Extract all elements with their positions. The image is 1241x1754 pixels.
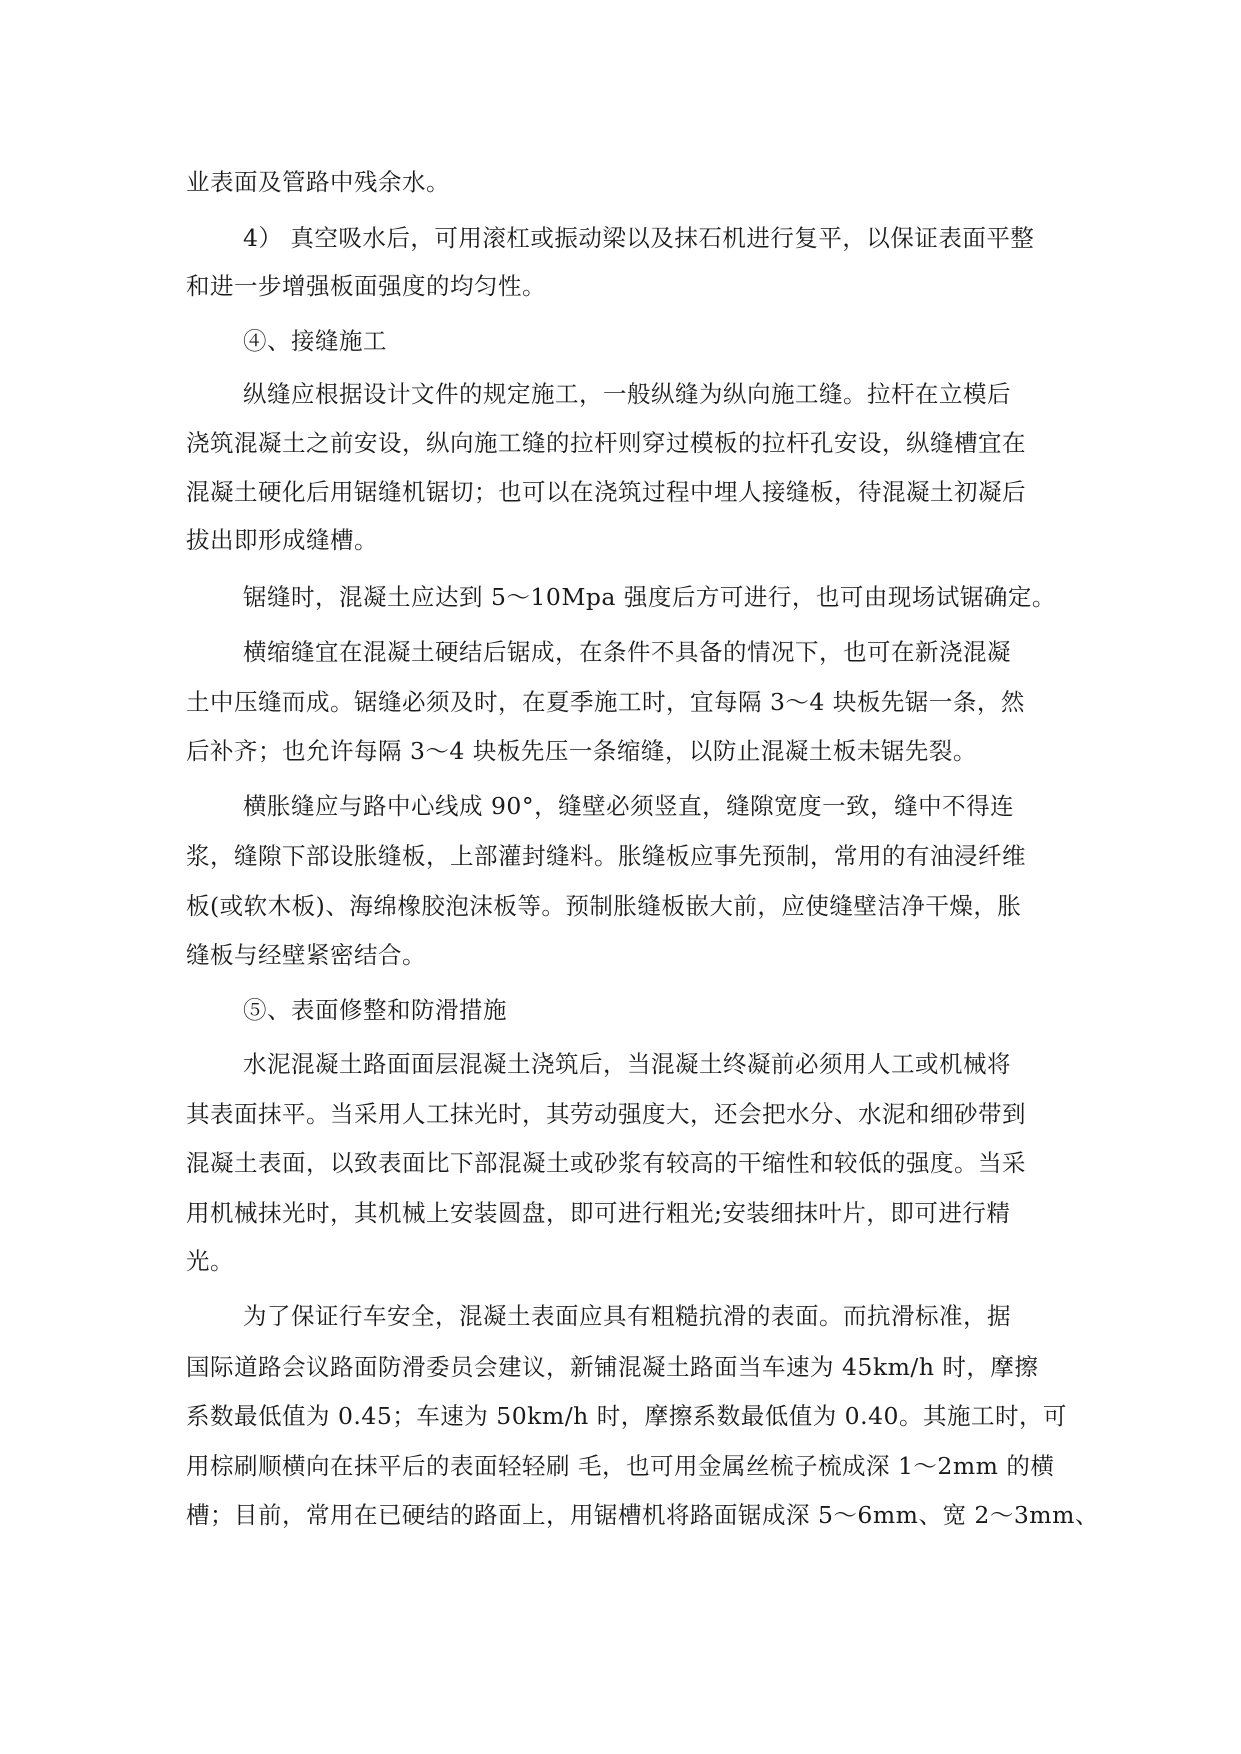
text-line: 缝板与经壁紧密结合。 <box>186 941 426 969</box>
text-line: 和进一步增强板面强度的均匀性。 <box>186 272 546 300</box>
text-line: 纵缝应根据设计文件的规定施工，一般纵缝为纵向施工缝。拉杆在立模后 <box>243 380 1011 408</box>
text-line: 混凝土表面，以致表面比下部混凝土或砂浆有较高的干缩性和较低的强度。当采 <box>186 1149 1026 1177</box>
section-heading: ④、接缝施工 <box>243 327 387 355</box>
text-line: 浆，缝隙下部设胀缝板，上部灌封缝料。胀缝板应事先预制，常用的有油浸纤维 <box>186 842 1026 870</box>
text-line: 用棕刷顺横向在抹平后的表面轻轻刷 毛，也可用金属丝梳子梳成深 1～2mm 的横 <box>186 1452 1055 1480</box>
text-line: 锯缝时，混凝土应达到 5～10Mpa 强度后方可进行，也可由现场试锯确定。 <box>243 583 1056 611</box>
text-line: 国际道路会议路面防滑委员会建议，新铺混凝土路面当车速为 45km/h 时，摩擦 <box>186 1353 1039 1381</box>
text-line: 土中压缝而成。锯缝必须及时，在夏季施工时，宜每隔 3～4 块板先锯一条，然 <box>186 688 1025 716</box>
text-line: 光。 <box>186 1247 234 1275</box>
text-line: 板(或软木板)、海绵橡胶泡沫板等。预制胀缝板嵌大前，应使缝壁洁净干燥，胀 <box>186 892 1022 920</box>
text-line: 水泥混凝土路面面层混凝土浇筑后，当混凝土终凝前必须用人工或机械将 <box>243 1050 1011 1078</box>
text-line: 混凝土硬化后用锯缝机锯切；也可以在浇筑过程中埋人接缝板，待混凝土初凝后 <box>186 478 1026 506</box>
text-line: 4） 真空吸水后，可用滚杠或振动梁以及抹石机进行复平，以保证表面平整 <box>243 224 1035 252</box>
text-line: 横胀缝应与路中心线成 90°，缝壁必须竖直，缝隙宽度一致，缝中不得连 <box>243 792 1015 820</box>
text-line: 横缩缝宜在混凝土硬结后锯成，在条件不具备的情况下，也可在新浇混凝 <box>243 638 1011 666</box>
section-heading: ⑤、表面修整和防滑措施 <box>243 996 507 1024</box>
text-line: 后补齐；也允许每隔 3～4 块板先压一条缩缝，以防止混凝土板未锯先裂。 <box>186 737 977 765</box>
text-line: 业表面及管路中残余水。 <box>186 168 450 196</box>
text-line: 为了保证行车安全，混凝土表面应具有粗糙抗滑的表面。而抗滑标准，据 <box>243 1302 1011 1330</box>
text-line: 浇筑混凝土之前安设，纵向施工缝的拉杆则穿过模板的拉杆孔安设，纵缝槽宜在 <box>186 429 1026 457</box>
text-line: 槽；目前，常用在已硬结的路面上，用锯槽机将路面锯成深 5～6mm、宽 2～3mm、 <box>186 1501 1099 1529</box>
text-line: 拔出即形成缝槽。 <box>186 526 378 554</box>
text-line: 其表面抹平。当采用人工抹光时，其劳动强度大，还会把水分、水泥和细砂带到 <box>186 1100 1026 1128</box>
text-line: 用机械抹光时，其机械上安装圆盘，即可进行粗光;安装细抹叶片，即可进行精 <box>186 1199 1011 1227</box>
text-line: 系数最低值为 0.45；车速为 50km/h 时，摩擦系数最低值为 0.40。其施工时，可 <box>186 1402 1068 1430</box>
